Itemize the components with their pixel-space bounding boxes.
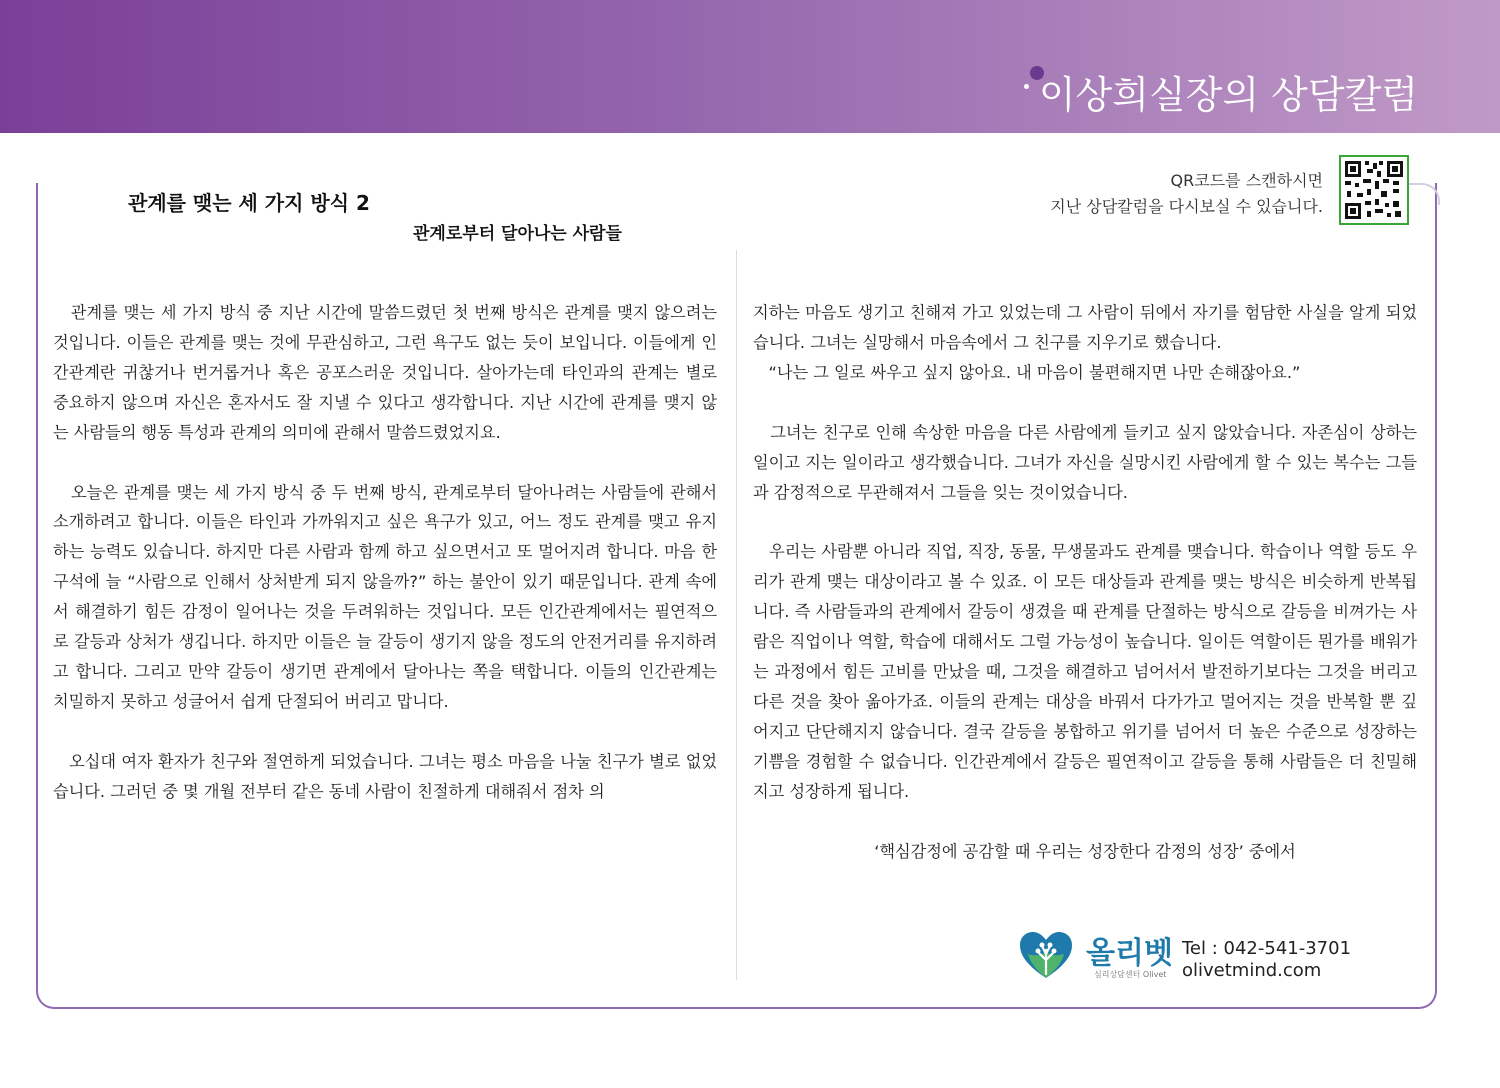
paragraph-text: 지하는 마음도 생기고 친해져 가고 있었는데 그 사람이 뒤에서 자기를 험담한 사실을 알게 되었습니다. 그녀는 실망해서 마음속에서 그 친구를 지우기로 했습니다. xyxy=(753,303,1417,352)
article-subtitle: 관계로부터 달아나는 사람들 xyxy=(413,224,622,244)
qr-code-icon[interactable] xyxy=(1339,155,1409,225)
paragraph xyxy=(53,478,717,717)
paragraph xyxy=(53,298,717,448)
website-link[interactable]: olivetmind.com xyxy=(1182,960,1322,981)
column-divider xyxy=(736,250,737,980)
banner-title: 이상희실장의 상담칼럼 xyxy=(1038,73,1418,117)
header-banner xyxy=(0,0,1500,133)
logo-name: 올리벳 xyxy=(1086,936,1173,971)
paragraph xyxy=(753,418,1417,508)
qr-caption-line1: QR코드를 스캔하시면 xyxy=(1170,171,1323,190)
article-title: 관계를 맺는 세 가지 방식 2 xyxy=(128,191,370,215)
paragraph xyxy=(753,537,1417,806)
right-column xyxy=(753,298,1417,867)
paragraph-text: 그녀는 친구로 인해 속상한 마음을 다른 사람에게 들키고 싶지 않았습니다. 자존심이 상하는 일이고 지는 일이라고 생각했습니다. 그녀가 자신을 실망시킨 사람에게 할 수 있는 복수는 그들과 감정적으로 무관해져서 그들을 잊는 것이었습니다. xyxy=(753,422,1417,502)
quote xyxy=(753,358,1417,388)
bullet-small-dot-icon xyxy=(1024,84,1029,89)
paragraph xyxy=(753,298,1417,358)
logo-subtitle: 심리상담센터 Olivet xyxy=(1094,970,1167,979)
phone-number: Tel : 042-541-3701 xyxy=(1182,938,1352,959)
left-column xyxy=(53,298,717,807)
qr-caption-line2: 지난 상담칼럼을 다시보실 수 있습니다. xyxy=(1050,197,1323,216)
paragraph-text: 우리는 사람뿐 아니라 직업, 직장, 동물, 무생물과도 관계를 맺습니다. 학습이나 역할 등도 우리가 관계 맺는 대상이라고 볼 수 있죠. 이 모든 대상들과 관계를 맺는 방식은 비슷하게 반복됩니다. 즉 사람들과의 관계에서 갈등이 생겼을 때 관계를 단절하는 방식으로 갈등을 비껴가는 사람은 직업이나 역할, 학습에 대해서도 그럴 가능성이 높습니다. 일이든 역할이든 뭔가를 배워가는 과정에서 힘든 고비를 만났을 때, 그것을 해결하고 넘어서서 발전하기보다는 그것을 버리고 다른 것을 찾아 옮아가죠. 이들의 관계는 대상을 바꿔서 다가가고 멀어지는 것을 반복할 뿐 깊어지고 단단해지지 않습니다. 결국 갈등을 봉합하고 위기를 넘어서 더 높은 수준으로 성장하는 기쁨을 경험할 수 없습니다. 인간관계에서 갈등은 필연적이고 갈등을 통해 사람들은 더 친밀해지고 성장하게 됩니다. xyxy=(753,542,1418,801)
contact-info xyxy=(1182,938,1351,982)
paragraph-text: 오십대 여자 환자가 친구와 절연하게 되었습니다. 그녀는 평소 마음을 나눌 친구가 별로 없었습니다. 그러던 중 몇 개월 전부터 같은 동네 사람이 친절하게 대해줘서 점차 의 xyxy=(53,751,718,801)
paragraph-text: 관계를 맺는 세 가지 방식 중 지난 시간에 말씀드렸던 첫 번째 방식은 관계를 맺지 않으려는 것입니다. 이들은 관계를 맺는 것에 무관심하고, 그런 욕구도 없는 듯이 보입니다. 이들에게 인간관계란 귀찮거나 번거롭거나 혹은 공포스러운 것입니다. 살아가는데 타인과의 관계는 별로 중요하지 않으며 자신은 혼자서도 잘 지낼 수 있다고 생각합니다. 지난 시간에 관계를 맺지 않는 사람들의 행동 특성과 관계의 의미에 관해서 말씀드렸었지요. xyxy=(53,303,717,442)
qr-caption xyxy=(1050,168,1323,220)
quote-text: “나는 그 일로 싸우고 싶지 않아요. 내 마음이 불편해지면 나만 손해잖아요.” xyxy=(768,362,1301,382)
paragraph xyxy=(53,747,717,807)
paragraph-text: 오늘은 관계를 맺는 세 가지 방식 중 두 번째 방식, 관계로부터 달아나려는 사람들에 관해서 소개하려고 합니다. 이들은 타인과 가까워지고 싶은 욕구가 있고, 어느 정도 관계를 맺고 유지하는 능력도 있습니다. 하지만 다른 사람과 함께 하고 싶으면서고 또 멀어지려 합니다. 마음 한구석에 늘 “사람으로 인해서 상처받게 되지 않을까?” 하는 불안이 있기 때문입니다. 관계 속에서 해결하기 힘든 감정이 일어나는 것을 두려워하는 것입니다. 모든 인간관계에서는 필연적으로 갈등과 상처가 생깁니다. 하지만 이들은 늘 갈등이 생기지 않을 정도의 안전거리를 유지하려고 합니다. 그리고 만약 갈등이 생기면 관계에서 달아나는 쪽을 택합니다. 이들의 인간관계는 치밀하지 못하고 성글어서 쉽게 단절되어 버리고 맙니다. xyxy=(53,482,717,711)
heart-tree-icon xyxy=(1018,930,1074,980)
qr-code-graphic xyxy=(1341,157,1407,223)
source-citation: ‘핵심감정에 공감할 때 우리는 성장한다 감정의 성장’ 중에서 xyxy=(874,841,1296,861)
